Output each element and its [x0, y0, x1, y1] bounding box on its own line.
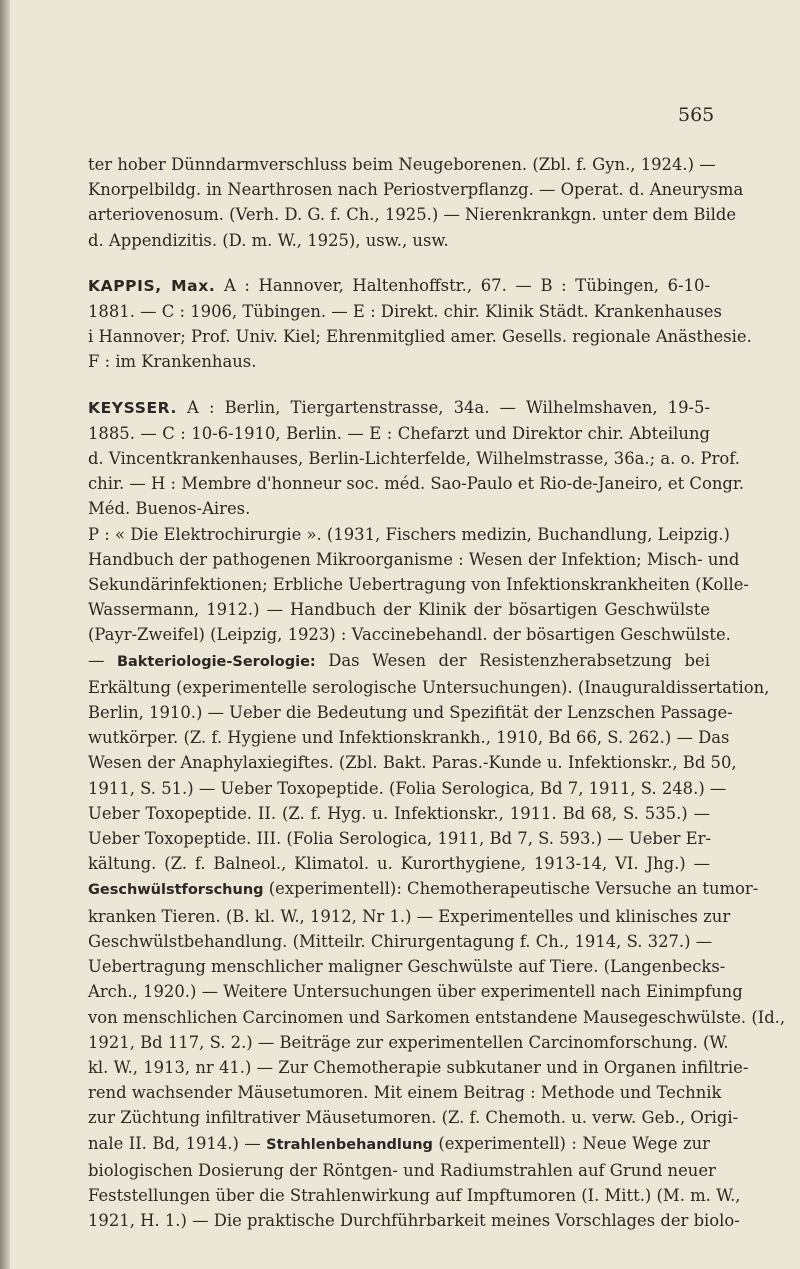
text-line: 1885. — C : 10-6-1910, Berlin. — E : Chefarzt und Direktor chir. Abteilung [88, 423, 710, 443]
text-line: Ueber Toxopeptide. II. (Z. f. Hyg. u. Infektionskr., 1911. Bd 68, S. 535.) — [88, 803, 710, 823]
text-line: Berlin, 1910.) — Ueber die Bedeutung und Spezifität der Lenzschen Passage- [88, 703, 733, 723]
text-line: biologischen Dosierung der Röntgen- und Radiumstrahlen auf Grund neuer [88, 1160, 716, 1180]
text-line: 1921, H. 1.) — Die praktische Durchführbarkeit meines Vorschlages der biolo- [88, 1211, 740, 1231]
text-line: 1881. — C : 1906, Tübingen. — E : Direkt. chir. Klinik Städt. Krankenhauses [88, 302, 722, 322]
text-line: Geschwülstforschung (experimentell): Chemotherapeutische Versuche an tumor- [88, 879, 759, 899]
text-line: arteriovenosum. (Verh. D. G. f. Ch., 1925.) — Nierenkrankgn. unter dem Bilde [88, 205, 737, 225]
text-line: zur Züchtung infiltrativer Mäusetumoren. (Z. f. Chemoth. u. verw. Geb., Origi- [88, 1108, 739, 1128]
text-line: chir. — H : Membre d'honneur soc. méd. Sao-Paulo et Rio-de-Janeiro, et Congr. [88, 474, 745, 494]
text-line: Handbuch der pathogenen Mikroorganisme : Wesen der Infektion; Misch- und [88, 549, 740, 569]
text-line: Feststellungen über die Strahlenwirkung auf Impftumoren (I. Mitt.) (M. m. W., [88, 1185, 741, 1205]
text-line: Ueber Toxopeptide. III. (Folia Serologica, 1911, Bd 7, S. 593.) — Ueber Er- [88, 829, 711, 849]
text-line: KEYSSER. A : Berlin, Tiergartenstrasse, 34a. — Wilhelmshaven, 19-5- [88, 397, 710, 417]
text-line: rend wachsender Mäusetumoren. Mit einem Beitrag : Methode und Technik [88, 1083, 722, 1103]
text-line: Uebertragung menschlicher maligner Geschwülste auf Tiere. (Langenbecks- [88, 957, 726, 977]
page-number: 565 [678, 104, 715, 126]
text-line: F : im Krankenhaus. [88, 352, 257, 372]
text-line: (Payr-Zweifel) (Leipzig, 1923) : Vaccinebehandl. der bösartigen Geschwülste. [88, 625, 731, 645]
text-line: d. Vincentkrankenhauses, Berlin-Lichterfelde, Wilhelmstrasse, 36a.; a. o. Prof. [88, 449, 740, 469]
text-line: KAPPIS, Max. A : Hannover, Haltenhoffstr., 67. — B : Tübingen, 6-10- [88, 275, 710, 295]
paragraph-gap [88, 375, 710, 395]
text-line: d. Appendizitis. (D. m. W., 1925), usw., usw. [88, 230, 449, 250]
paragraph-gap [88, 253, 710, 273]
page-edge [0, 0, 10, 1269]
text-line: kranken Tieren. (B. kl. W., 1912, Nr 1.) — Experimentelles und klinisches zur [88, 906, 731, 926]
text-line: von menschlichen Carcinomen und Sarkomen entstandene Mausegeschwülste. (Id., [88, 1007, 786, 1027]
text-line: Méd. Buenos-Aires. [88, 499, 251, 519]
text-line: ter hober Dünndarmverschluss beim Neugeborenen. (Zbl. f. Gyn., 1924.) — [88, 155, 716, 174]
text-line: P : « Die Elektrochirurgie ». (1931, Fischers medizin, Buchandlung, Leipzig.) [88, 524, 730, 544]
text-line: kl. W., 1913, nr 41.) — Zur Chemotherapie subkutaner und in Organen infiltrie- [88, 1057, 749, 1077]
text-line: Arch., 1920.) — Weitere Untersuchungen über experimentell nach Einimpfung [88, 982, 743, 1002]
text-line: 1911, S. 51.) — Ueber Toxopeptide. (Folia Serologica, Bd 7, 1911, S. 248.) — [88, 778, 727, 798]
text-line: nale II. Bd, 1914.) — Strahlenbehandlung (experimentell) : Neue Wege zur [88, 1133, 710, 1153]
text-line: kältung. (Z. f. Balneol., Klimatol. u. Kurorthygiene, 1913-14, VI. Jhg.) — [88, 854, 710, 874]
text-line: i Hannover; Prof. Univ. Kiel; Ehrenmitglied amer. Gesells. regionale Anästhesie. [88, 327, 752, 347]
text-line: — Bakteriologie-Serologie: Das Wesen der Resistenzherabsetzung bei [88, 650, 710, 670]
text-line: Erkältung (experimentelle serologische Untersuchungen). (Inauguraldissertation, [88, 677, 770, 697]
text-line: 1921, Bd 117, S. 2.) — Beiträge zur experimentellen Carcinomforschung. (W. [88, 1032, 729, 1052]
text-line: Geschwülstbehandlung. (Mitteilr. Chirurgentagung f. Ch., 1914, S. 327.) — [88, 931, 713, 951]
text-line: Sekundärinfektionen; Erbliche Uebertragung von Infektionskrankheiten (Kolle- [88, 575, 749, 595]
document-body [88, 152, 786, 1233]
text-line: Wesen der Anaphylaxiegiftes. (Zbl. Bakt. Paras.-Kunde u. Infektionskr., Bd 50, [88, 753, 737, 773]
text-line: Knorpelbildg. in Nearthrosen nach Periostverpflanzg. — Operat. d. Aneurysma [88, 180, 744, 200]
text-line: wutkörper. (Z. f. Hygiene und Infektionskrankh., 1910, Bd 66, S. 262.) — Das [88, 728, 730, 748]
text-line: Wassermann, 1912.) — Handbuch der Klinik der bösartigen Geschwülste [88, 600, 710, 620]
